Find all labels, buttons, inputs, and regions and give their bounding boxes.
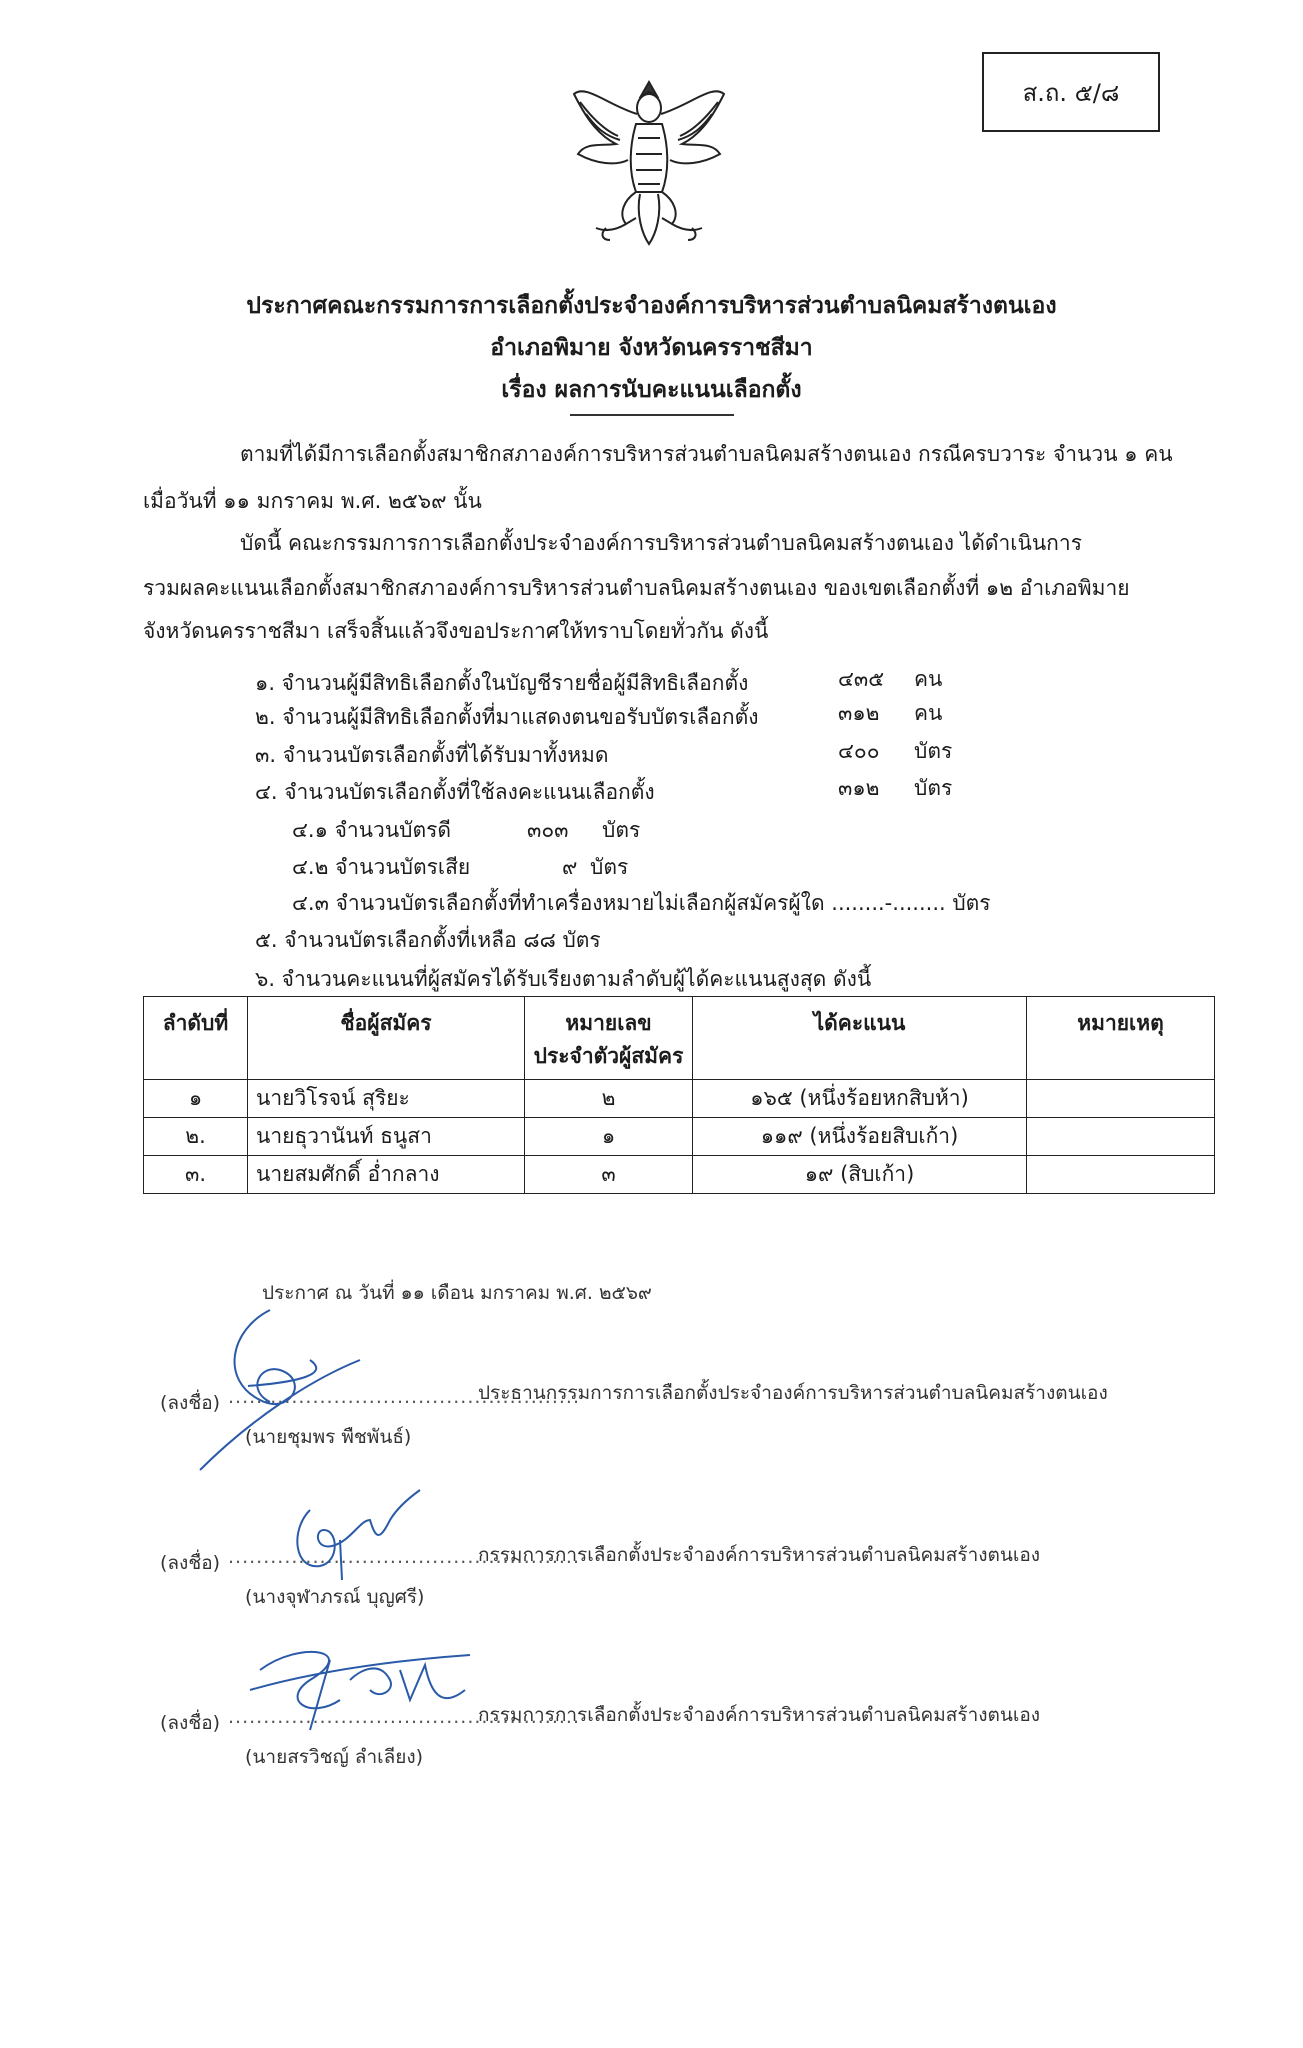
signature-2-position: กรรมการการเลือกตั้งประจำองค์การบริหารส่วนตำบลนิคมสร้างตนเอง <box>478 1544 1041 1566</box>
item-1-unit: คน <box>914 667 943 691</box>
cell-score: ๑๖๕ (หนึ่งร้อยหกสิบห้า) <box>693 1080 1027 1118</box>
cell-note <box>1027 1118 1215 1156</box>
item-5-label: ๕. จำนวนบัตรเลือกตั้งที่เหลือ ๘๘ บัตร <box>255 928 601 952</box>
table-row <box>144 1080 1215 1118</box>
item-4-2-label: ๔.๒ จำนวนบัตรเสีย <box>292 855 471 879</box>
announcement-title: ประกาศคณะกรรมการการเลือกตั้งประจำองค์การบริหารส่วนตำบลนิคมสร้างตนเอง <box>246 293 1057 319</box>
table-row <box>144 1118 1215 1156</box>
item-3-label: ๓. จำนวนบัตรเลือกตั้งที่ได้รับมาทั้งหมด <box>255 743 609 767</box>
cell-note <box>1027 1080 1215 1118</box>
header-name: ชื่อผู้สมัคร <box>248 997 525 1080</box>
signature-3-name: (นายสรวิชญ์ ลำเลียง) <box>245 1746 424 1768</box>
cell-rank: ๑ <box>144 1080 248 1118</box>
header-score: ได้คะแนน <box>693 997 1027 1080</box>
cell-number: ๒ <box>525 1080 693 1118</box>
item-4-1-value: ๓๐๓ <box>527 818 569 842</box>
cell-name: นายสมศักดิ์ อ่ำกลาง <box>248 1156 525 1194</box>
cell-number: ๑ <box>525 1118 693 1156</box>
paragraph-1-line-2: เมื่อวันที่ ๑๑ มกราคม พ.ศ. ๒๕๖๙ นั้น <box>143 489 482 513</box>
signature-2-prefix: (ลงชื่อ) <box>160 1552 221 1574</box>
signature-1-dots: .................................................. <box>228 1386 580 1408</box>
cell-rank: ๓. <box>144 1156 248 1194</box>
header-note: หมายเหตุ <box>1027 997 1215 1080</box>
header-number-line-2: ประจำตัวผู้สมัคร <box>533 1044 684 1068</box>
form-code: ส.ถ. ๕/๘ <box>1022 78 1120 107</box>
item-4-1-label: ๔.๑ จำนวนบัตรดี <box>292 818 452 842</box>
paragraph-2-line-1: บัดนี้ คณะกรรมการการเลือกตั้งประจำองค์การบริหารส่วนตำบลนิคมสร้างตนเอง ได้ดำเนินการ <box>240 531 1082 555</box>
signature-1-position: ประธานกรรมการการเลือกตั้งประจำองค์การบริหารส่วนตำบลนิคมสร้างตนเอง <box>478 1382 1108 1404</box>
announcement-subject: เรื่อง ผลการนับคะแนนเลือกตั้ง <box>501 377 802 403</box>
item-4-value: ๓๑๒ <box>838 776 880 800</box>
item-2-value: ๓๑๒ <box>838 701 880 725</box>
item-4-2-value: ๙ <box>562 855 578 879</box>
signature-2-dots: .................................................. <box>228 1546 580 1568</box>
item-1-value: ๔๓๕ <box>838 667 885 691</box>
signature-1-name: (นายชุมพร พืชพันธ์) <box>245 1426 412 1448</box>
title-divider <box>570 414 734 416</box>
signature-2-mark <box>280 1480 440 1590</box>
signature-3-prefix: (ลงชื่อ) <box>160 1712 221 1734</box>
item-4-label: ๔. จำนวนบัตรเลือกตั้งที่ใช้ลงคะแนนเลือกตั้ง <box>255 780 655 804</box>
cell-rank: ๒. <box>144 1118 248 1156</box>
signature-3-mark <box>240 1630 480 1740</box>
cell-name: นายวิโรจน์ สุริยะ <box>248 1080 525 1118</box>
item-3-value: ๔๐๐ <box>838 739 880 763</box>
item-4-1-unit: บัตร <box>602 818 641 842</box>
garuda-emblem-icon <box>566 74 732 250</box>
paragraph-1-line-1: ตามที่ได้มีการเลือกตั้งสมาชิกสภาองค์การบริหารส่วนตำบลนิคมสร้างตนเอง กรณีครบวาระ จำนวน ๑ คน <box>240 442 1173 466</box>
header-number-line-1: หมายเลข <box>565 1011 652 1035</box>
signature-1-mark <box>160 1290 380 1490</box>
item-4-unit: บัตร <box>914 776 953 800</box>
cell-score: ๑๑๙ (หนึ่งร้อยสิบเก้า) <box>693 1118 1027 1156</box>
announce-date: ประกาศ ณ วันที่ ๑๑ เดือน มกราคม พ.ศ. ๒๕๖๙ <box>262 1282 652 1304</box>
signature-3-dots: .................................................. <box>228 1706 580 1728</box>
cell-number: ๓ <box>525 1156 693 1194</box>
header-rank: ลำดับที่ <box>144 997 248 1080</box>
item-2-label: ๒. จำนวนผู้มีสิทธิเลือกตั้งที่มาแสดงตนขอรับบัตรเลือกตั้ง <box>255 705 759 729</box>
form-code-box <box>982 52 1160 132</box>
item-3-unit: บัตร <box>914 739 953 763</box>
results-table <box>143 996 1215 1194</box>
table-row <box>144 1156 1215 1194</box>
item-4-3-label: ๔.๓ จำนวนบัตรเลือกตั้งที่ทำเครื่องหมายไม่เลือกผู้สมัครผู้ใด ........-........ บัตร <box>292 891 991 915</box>
header-number <box>525 997 693 1080</box>
announcement-location: อำเภอพิมาย จังหวัดนครราชสีมา <box>490 335 813 361</box>
cell-name: นายธุวานันท์ ธนูสา <box>248 1118 525 1156</box>
item-1-label: ๑. จำนวนผู้มีสิทธิเลือกตั้งในบัญชีรายชื่อผู้มีสิทธิเลือกตั้ง <box>255 671 749 695</box>
cell-note <box>1027 1156 1215 1194</box>
cell-score: ๑๙ (สิบเก้า) <box>693 1156 1027 1194</box>
item-4-2-unit: บัตร <box>590 855 629 879</box>
item-6-label: ๖. จำนวนคะแนนที่ผู้สมัครได้รับเรียงตามลำดับผู้ได้คะแนนสูงสุด ดังนี้ <box>255 967 872 991</box>
table-header-row <box>144 997 1215 1080</box>
signature-1-prefix: (ลงชื่อ) <box>160 1392 221 1414</box>
paragraph-2-line-2: รวมผลคะแนนเลือกตั้งสมาชิกสภาองค์การบริหารส่วนตำบลนิคมสร้างตนเอง ของเขตเลือกตั้งที่ ๑๒ อำเภอพิมาย <box>143 576 1130 600</box>
item-2-unit: คน <box>914 701 943 725</box>
signature-3-position: กรรมการการเลือกตั้งประจำองค์การบริหารส่วนตำบลนิคมสร้างตนเอง <box>478 1704 1041 1726</box>
signature-2-name: (นางจุฬาภรณ์ บุญศรี) <box>245 1586 425 1608</box>
paragraph-2-line-3: จังหวัดนครราชสีมา เสร็จสิ้นแล้วจึงขอประกาศให้ทราบโดยทั่วกัน ดังนี้ <box>143 619 769 643</box>
